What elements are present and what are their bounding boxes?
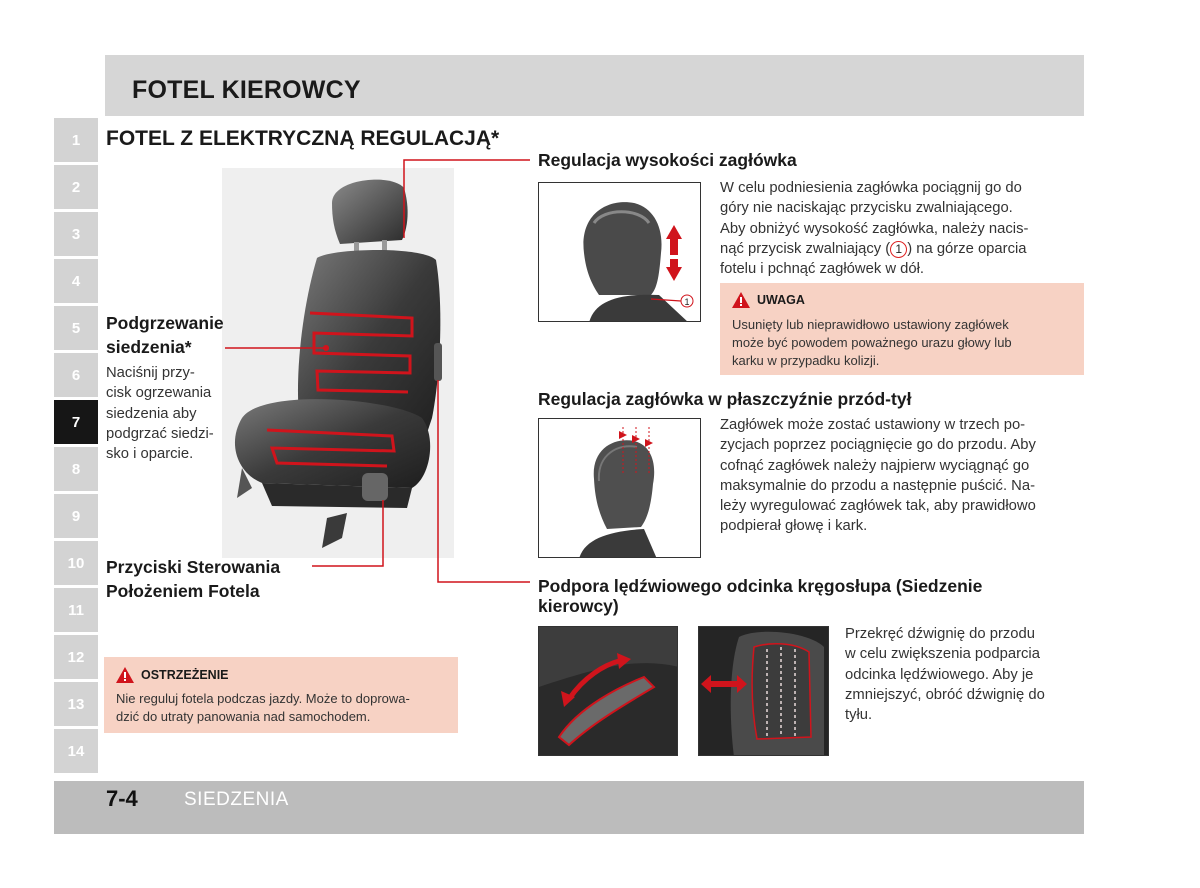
chapter-tab-9[interactable]: 9 xyxy=(54,494,98,538)
headrest-tilt-photo xyxy=(538,418,701,558)
heating-title-line1: Podgrzewanie xyxy=(106,313,224,333)
heating-text: Naciśnij przy- cisk ogrzewania siedzenia aby podgrzać siedzi- sko i oparcie. xyxy=(106,365,214,463)
chapter-tab-3[interactable]: 3 xyxy=(54,212,98,256)
page-number: 7-4 xyxy=(106,786,138,811)
lumbar-lever-photo xyxy=(538,626,678,756)
warning-triangle-icon xyxy=(115,666,135,684)
chapter-tab-14[interactable]: 14 xyxy=(54,729,98,773)
chapter-tab-2[interactable]: 2 xyxy=(54,165,98,209)
chapter-tab-1[interactable]: 1 xyxy=(54,118,98,162)
lumbar-text: Przekręć dźwignię do przodu w celu zwiększenia podparcia odcinka lędźwiowego. Aby je zmniejszyć, obróć dźwignię do tyłu. xyxy=(845,626,1045,724)
chapter-tab-12[interactable]: 12 xyxy=(54,635,98,679)
warning-heading-right: UWAGA xyxy=(731,291,805,309)
warning-text-right: Usunięty lub nieprawidłowo ustawiony zagłówek może być powodem poważnego urazu głowy lub karku w przypadku kolizji. xyxy=(732,317,1012,368)
page-title: FOTEL KIEROWCY xyxy=(132,76,361,104)
chapter-tab-4[interactable]: 4 xyxy=(54,259,98,303)
lumbar-support-photo xyxy=(698,626,829,756)
seat-buttons-line2: Położeniem Fotela xyxy=(106,581,260,601)
seat-buttons-line1: Przyciski Sterowania xyxy=(106,557,281,577)
warning-heading-left: OSTRZEŻENIE xyxy=(115,666,229,684)
headrest-height-title: Regulacja wysokości zagłówka xyxy=(538,150,797,170)
lumbar-title-line1: Podpora lędźwiowego odcinka kręgosłupa (Siedzenie xyxy=(538,576,983,596)
chapter-tab-8[interactable]: 8 xyxy=(54,447,98,491)
chapter-tab-11[interactable]: 11 xyxy=(54,588,98,632)
chapter-tab-5[interactable]: 5 xyxy=(54,306,98,350)
lumbar-title-line2: kierowcy) xyxy=(538,596,619,616)
warning-text-left: Nie reguluj fotela podczas jazdy. Może to doprowa- dzić do utraty panowania nad samochodem. xyxy=(116,691,410,724)
warning-triangle-icon xyxy=(731,291,751,309)
headrest-height-photo xyxy=(538,182,701,322)
footer-section-name: SIEDZENIA xyxy=(184,789,289,810)
headrest-tilt-text: Zagłówek może zostać ustawiony w trzech po- zycjach poprzez pociągnięcie go do przodu. Aby cofnąć zagłówek należy najpierw wyciągnąć go maksymalnie do przodu a następnie puścić. Na- leży wyregulować zagłówek tak, aby prawidłowo podpierał głowę i kark. xyxy=(720,417,1036,535)
chapter-tab-7[interactable]: 7 xyxy=(54,400,98,444)
section-title: FOTEL Z ELEKTRYCZNĄ REGULACJĄ* xyxy=(106,127,500,150)
chapter-tab-6[interactable]: 6 xyxy=(54,353,98,397)
chapter-tab-13[interactable]: 13 xyxy=(54,682,98,726)
heating-title-line2: siedzenia* xyxy=(106,337,192,357)
release-button-marker: 1 xyxy=(890,241,907,258)
headrest-photo-marker: 1 xyxy=(684,297,690,307)
chapter-tab-10[interactable]: 10 xyxy=(54,541,98,585)
headrest-tilt-title: Regulacja zagłówka w płaszczyźnie przód-tył xyxy=(538,389,912,409)
headrest-height-text: W celu podniesienia zagłówka pociągnij go do góry nie naciskając przycisku zwalniającego. Aby obniżyć wysokość zagłówka, należy nacis- nąć przycisk zwalniający ( 1 ) na górze oparcia fotelu i pchnąć zagłówek w dół. xyxy=(720,180,1029,278)
